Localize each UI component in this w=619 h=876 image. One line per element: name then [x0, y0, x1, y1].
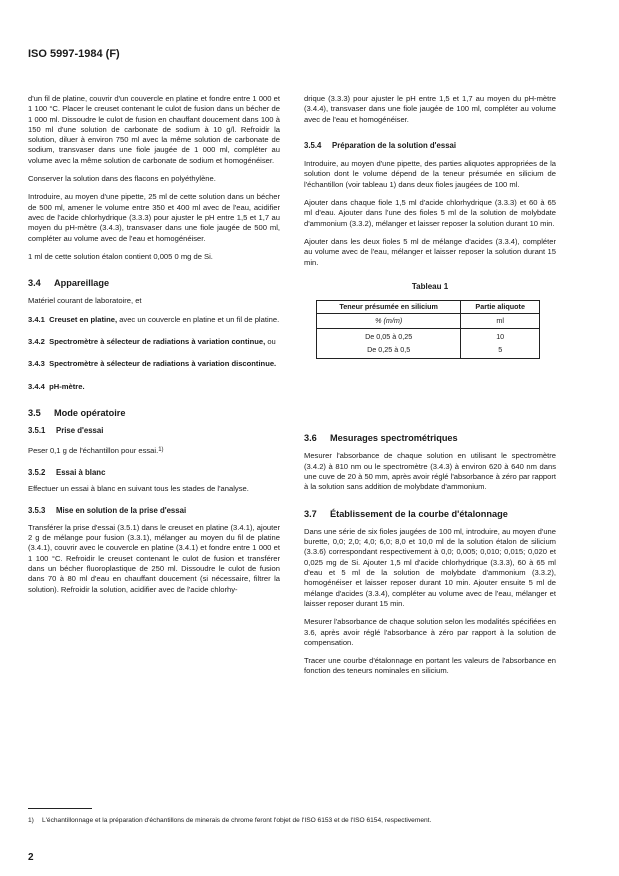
- footnote-ref[interactable]: 1): [158, 446, 164, 453]
- paragraph-blank-test: Effectuer un essai à blanc en suivant tous les stades de l'analyse.: [28, 484, 249, 494]
- page-number: 2: [28, 852, 34, 863]
- table-unit-aliquot: ml: [461, 314, 540, 329]
- paragraph-concentration: 1 ml de cette solution étalon contient 0,005 0 mg de Si.: [28, 251, 213, 261]
- test-portion-text: Peser 0,1 g de l'échantillon pour essai.: [28, 445, 159, 455]
- subsection-heading-3-5-1: [28, 426, 280, 436]
- paragraph-calibration-series: Dans une série de six fioles jaugées de 100 ml, introduire, au moyen d'une burette, 0,0; 2,0; 4,0; 6,0; 8,0 et 10,0 ml de la solution étalon de silicium (3.3.6) correspondant respectivement à 0,0; 0,005; 0,010; 0,015; 0,020 et 0,025 mg de Si. Ajouter 1,5 ml d'acide chlorhydrique (3.3.3), 60 à 65 ml d'eau et 5 ml de la solution de molybdate d'ammonium (3.3.2), homogénéiser et laisser reposer durant 10 min. Ajouter ensuite 5 ml de mélange d'acides (3.3.4), compléter au volume avec de l'eau, mélanger et laisser reposer durant 15 min.: [304, 526, 556, 608]
- subsection-title: Mise en solution de la prise d'essai: [56, 506, 187, 516]
- item-text: avec un couvercle en platine et un fil de platine.: [117, 314, 280, 324]
- section-number: 3.5: [28, 407, 41, 418]
- subsection-number: 3.5.3: [28, 506, 46, 516]
- item-title: Spectromètre à sélecteur de radiations à variation continue,: [49, 337, 266, 347]
- left-column: [28, 94, 280, 603]
- paragraph-molybdate: Ajouter dans chaque fiole 1,5 ml d'acide chlorhydrique (3.3.3) et 60 à 65 ml d'eau. Ajouter dans l'une des fioles 5 ml de la solution de molybdate d'ammonium (3.3.2), mélanger et laisser reposer la solution durant 10 min.: [304, 198, 556, 228]
- footnote: [28, 817, 588, 824]
- item-title: pH-mètre.: [49, 381, 85, 391]
- section-number: 3.6: [304, 433, 317, 444]
- paragraph-continuation: drique (3.3.3) pour ajuster le pH entre 1,5 et 1,7 au moyen du pH-mètre (3.4.4), transvaser dans une fiole jaugée de 100 ml, compléter au volume avec de l'eau et homogénéiser.: [304, 94, 556, 124]
- paragraph-acid-mix: Ajouter dans les deux fioles 5 ml de mélange d'acides (3.3.4), compléter au volume avec de l'eau, mélanger et laisser reposer la solution durant 15 min.: [304, 236, 556, 267]
- subsection-number: 3.5.2: [28, 467, 46, 477]
- paragraph-storage: Conserver la solution dans des flacons en polyéthylène.: [28, 174, 216, 184]
- item-title: Creuset en platine,: [49, 314, 118, 324]
- item-number: 3.4.1: [28, 314, 45, 324]
- paragraph-dilution: Introduire, au moyen d'une pipette, 25 ml de cette solution dans un bécher de 500 ml, amener le volume entre 350 et 400 ml avec de l'eau, acidifier avec de l'acide chlorhydrique (3.3.3) pour ajuster le pH entre 1,5 et 1,7 au moyen du pH-mètre (3.4.3), transvaser dans une fiole jaugée de 500 ml, compléter au volume avec de l'eau et homogénéiser.: [28, 192, 280, 243]
- table-cell-value: 10: [461, 329, 540, 344]
- section-heading-3-7: [304, 509, 556, 519]
- footnote-number: 1): [28, 817, 34, 824]
- section-heading-3-5: [28, 408, 280, 418]
- section-title: Établissement de la courbe d'étalonnage: [330, 508, 508, 519]
- subsection-title: Prise d'essai: [56, 426, 104, 436]
- table-cell-range: De 0,05 à 0,25: [317, 329, 461, 344]
- table-unit-content: % (m/m): [317, 314, 461, 329]
- paragraph-apparatus-intro: Matériel courant de laboratoire, et: [28, 296, 142, 306]
- section-number: 3.4: [28, 278, 41, 289]
- subsection-number: 3.5.4: [304, 140, 322, 150]
- aliquot-table: [316, 300, 540, 359]
- table-cell-value: 5: [461, 344, 540, 359]
- paragraph-test-portion: [28, 445, 280, 456]
- right-column: [304, 94, 556, 685]
- table-header-content: Teneur présumée en silicium: [317, 301, 461, 314]
- item-3-4-4: [28, 382, 280, 392]
- paragraph-measurement: Mesurer l'absorbance de chaque solution en utilisant le spectromètre (3.4.2) à 810 nm ou le spectromètre (3.4.3) à environ 620 à 640 nm dans une cuve de 20 à 50 mm, après avoir réglé l'absorbance à zéro par rapport à la solution sans addition de molybdate d'ammonium.: [304, 451, 556, 492]
- item-number: 3.4.3: [28, 359, 45, 369]
- section-title: Mesurages spectrométriques: [330, 433, 458, 444]
- item-number: 3.4.4: [28, 381, 45, 391]
- item-text: ou: [265, 337, 276, 347]
- section-title: Mode opératoire: [54, 407, 126, 418]
- paragraph-fusion: d'un fil de platine, couvrir d'un couvercle en platine et fondre entre 1 000 et 1 100 °C. Placer le creuset contenant le culot de fusion dans un bécher de 1 000 ml. Dissoudre le culot de fusion en chauffant doucement dans 100 à 150 ml d'une solution de carbonate de sodium à 10 g/l. Refroidir la solution, diluer à environ 750 ml avec la même solution de carbonate de sodium, transvaser dans une fiole jaugée de 1 000 ml, compléter au volume avec la même solution de carbonate de sodium et homogénéiser.: [28, 94, 280, 165]
- section-title: Appareillage: [54, 278, 110, 289]
- item-number: 3.4.2: [28, 337, 45, 347]
- footnote-text: L'échantillonnage et la préparation d'échantillons de minerais de chrome feront l'objet de l'ISO 6153 et de l'ISO 6154, respectivement.: [42, 817, 432, 824]
- item-3-4-1: [28, 315, 280, 325]
- subsection-title: Préparation de la solution d'essai: [332, 140, 457, 150]
- table-header-aliquot: Partie aliquote: [461, 301, 540, 314]
- subsection-title: Essai à blanc: [56, 467, 106, 477]
- document-id: ISO 5997-1984 (F): [28, 48, 120, 60]
- paragraph-calibration-curve: Tracer une courbe d'étalonnage en portant les valeurs de l'absorbance en fonction des teneurs nominales en silicium.: [304, 656, 556, 676]
- section-number: 3.7: [304, 508, 317, 519]
- section-heading-3-6: [304, 433, 556, 443]
- footnote-divider: [28, 808, 92, 809]
- item-title: Spectromètre à sélecteur de radiations à variation discontinue.: [49, 359, 277, 369]
- subsection-heading-3-5-2: [28, 468, 280, 478]
- subsection-heading-3-5-4: [304, 141, 556, 151]
- subsection-heading-3-5-3: [28, 506, 280, 516]
- table-title: Tableau 1: [411, 281, 449, 291]
- paragraph-aliquots: Introduire, au moyen d'une pipette, des parties aliquotes appropriées de la solution dont le volume dépend de la teneur présumée en silicium de l'échantillon (voir tableau 1) dans deux fioles jaugées de 100 ml.: [304, 159, 556, 189]
- paragraph-dissolution: Transférer la prise d'essai (3.5.1) dans le creuset en platine (3.4.1), ajouter 2 g de mélange pour fusion (3.3.1), mélanger au moyen du fil de platine (3.4.1), couvrir avec le couvercle en platine (3.4.1) et fondre entre 1 000 et 1 100 °C. Refroidir le creuset contenant le culot de fusion et transférer dans un bécher fluoroplastique de 250 ml. Dissoudre le culot de fusion dans 70 à 80 ml d'eau en chauffant doucement (si nécessaire, filtrer la solution). Refroidir la solution, acidifier avec de l'acide chlorhy-: [28, 522, 280, 594]
- section-heading-3-4: [28, 278, 280, 288]
- table-cell-range: De 0,25 à 0,5: [317, 344, 461, 359]
- item-3-4-3: [28, 359, 280, 369]
- paragraph-calibration-measure: Mesurer l'absorbance de chaque solution selon les modalités spécifiées en 3.6, après avoir réglé l'absorbance à zéro par rapport à la solution de compensation.: [304, 617, 556, 647]
- item-3-4-2: [28, 337, 280, 347]
- subsection-number: 3.5.1: [28, 426, 46, 436]
